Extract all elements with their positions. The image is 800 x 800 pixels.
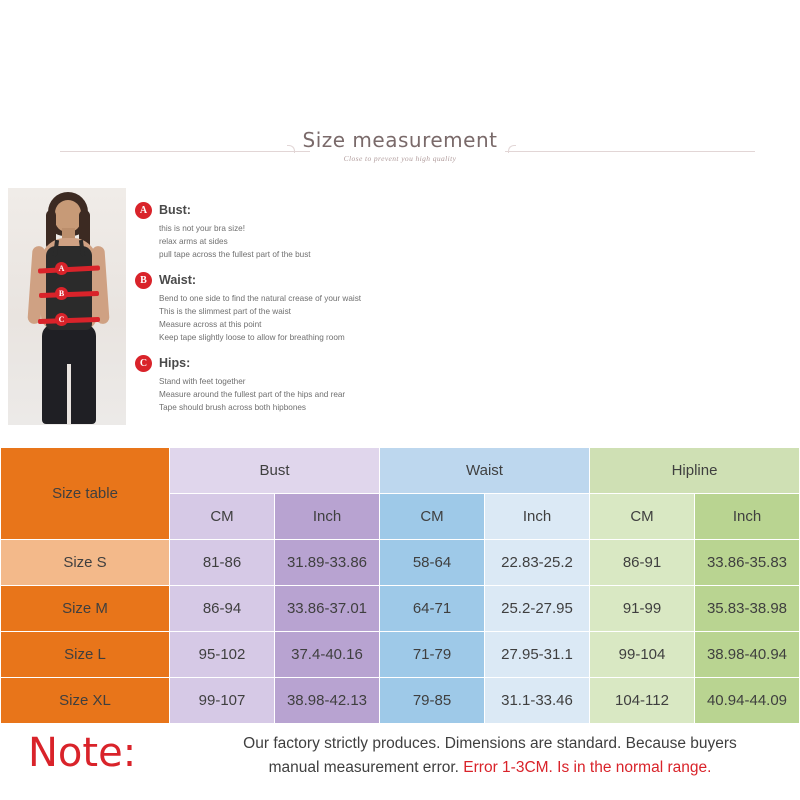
cell-hip-inch: 33.86-35.83 — [695, 540, 800, 586]
page-title: Size measurement — [302, 128, 498, 152]
cell-waist-cm: 58-64 — [380, 540, 485, 586]
group-header-waist: Waist — [380, 448, 590, 494]
instruction-line: Bend to one side to find the natural crease of your waist — [159, 294, 362, 303]
cell-waist-inch: 22.83-25.2 — [485, 540, 590, 586]
cell-bust-cm: 95-102 — [170, 632, 275, 678]
model-photo — [8, 188, 126, 425]
cell-waist-inch: 25.2-27.95 — [485, 586, 590, 632]
instruction-bust-lines — [159, 222, 555, 261]
unit-header-hip-inch: Inch — [695, 494, 800, 540]
instruction-line: Tape should brush across both hipbones — [159, 403, 307, 412]
cell-waist-cm: 79-85 — [380, 678, 485, 724]
instruction-line: Measure across at this point — [159, 320, 262, 329]
instruction-hips-lines — [159, 375, 555, 414]
unit-header-waist-cm: CM — [380, 494, 485, 540]
table-group-header-row — [1, 448, 800, 494]
instruction-waist — [135, 272, 555, 344]
unit-header-bust-cm: CM — [170, 494, 275, 540]
instruction-hips-title: Hips: — [159, 356, 191, 370]
row-label-size-l: Size L — [1, 632, 170, 678]
photo-marker-c: C — [55, 313, 68, 326]
table-row — [1, 632, 800, 678]
cell-hip-inch: 38.98-40.94 — [695, 632, 800, 678]
instruction-waist-title: Waist: — [159, 273, 197, 287]
instruction-line: this is not your bra size! — [159, 224, 246, 233]
badge-b-icon: B — [135, 272, 152, 289]
instruction-bust-title: Bust: — [159, 203, 191, 217]
note-section — [0, 722, 800, 800]
page-subtitle: Close to prevent you high quality — [343, 154, 457, 163]
unit-header-hip-cm: CM — [590, 494, 695, 540]
photo-marker-b: B — [55, 287, 68, 300]
cell-hip-cm: 99-104 — [590, 632, 695, 678]
group-header-hipline: Hipline — [590, 448, 800, 494]
unit-header-waist-inch: Inch — [485, 494, 590, 540]
cell-hip-inch: 35.83-38.98 — [695, 586, 800, 632]
note-line-2 — [190, 756, 790, 780]
table-row — [1, 540, 800, 586]
note-line-1: Our factory strictly produces. Dimensions are standard. Because buyers — [243, 735, 737, 752]
badge-c-icon: C — [135, 355, 152, 372]
row-label-size-xl: Size XL — [1, 678, 170, 724]
note-label: Note: — [28, 730, 137, 776]
cell-bust-inch: 38.98-42.13 — [275, 678, 380, 724]
cell-bust-inch: 33.86-37.01 — [275, 586, 380, 632]
row-label-size-s: Size S — [1, 540, 170, 586]
instruction-line: Stand with feet together — [159, 377, 246, 386]
badge-a-icon: A — [135, 202, 152, 219]
size-table-wrap — [0, 447, 800, 724]
note-line-2-plain: manual measurement error. — [268, 759, 459, 776]
header — [0, 128, 800, 178]
instruction-hips — [135, 355, 555, 414]
table-corner-label: Size table — [1, 448, 170, 540]
cell-waist-inch: 27.95-31.1 — [485, 632, 590, 678]
note-body — [190, 732, 790, 780]
instruction-line: pull tape across the fullest part of the bust — [159, 250, 311, 259]
instruction-line: This is the slimmest part of the waist — [159, 307, 291, 316]
instruction-line: Keep tape slightly loose to allow for breathing room — [159, 333, 345, 342]
instruction-waist-lines — [159, 292, 555, 344]
instruction-bust — [135, 202, 555, 261]
model-leg-gap — [67, 364, 71, 424]
table-row — [1, 586, 800, 632]
measurement-instructions — [135, 202, 555, 425]
row-label-size-m: Size M — [1, 586, 170, 632]
cell-hip-cm: 91-99 — [590, 586, 695, 632]
table-row — [1, 678, 800, 724]
cell-bust-inch: 37.4-40.16 — [275, 632, 380, 678]
cell-waist-cm: 64-71 — [380, 586, 485, 632]
instruction-line: relax arms at sides — [159, 237, 228, 246]
note-line-2-warning: Error 1-3CM. Is in the normal range. — [463, 759, 712, 776]
size-table — [0, 447, 800, 724]
cell-bust-inch: 31.89-33.86 — [275, 540, 380, 586]
cell-bust-cm: 99-107 — [170, 678, 275, 724]
cell-waist-cm: 71-79 — [380, 632, 485, 678]
instruction-line: Measure around the fullest part of the hips and rear — [159, 390, 346, 399]
cell-bust-cm: 81-86 — [170, 540, 275, 586]
cell-hip-cm: 104-112 — [590, 678, 695, 724]
cell-hip-inch: 40.94-44.09 — [695, 678, 800, 724]
cell-waist-inch: 31.1-33.46 — [485, 678, 590, 724]
unit-header-bust-inch: Inch — [275, 494, 380, 540]
group-header-bust: Bust — [170, 448, 380, 494]
photo-marker-a: A — [55, 262, 68, 275]
cell-hip-cm: 86-91 — [590, 540, 695, 586]
cell-bust-cm: 86-94 — [170, 586, 275, 632]
